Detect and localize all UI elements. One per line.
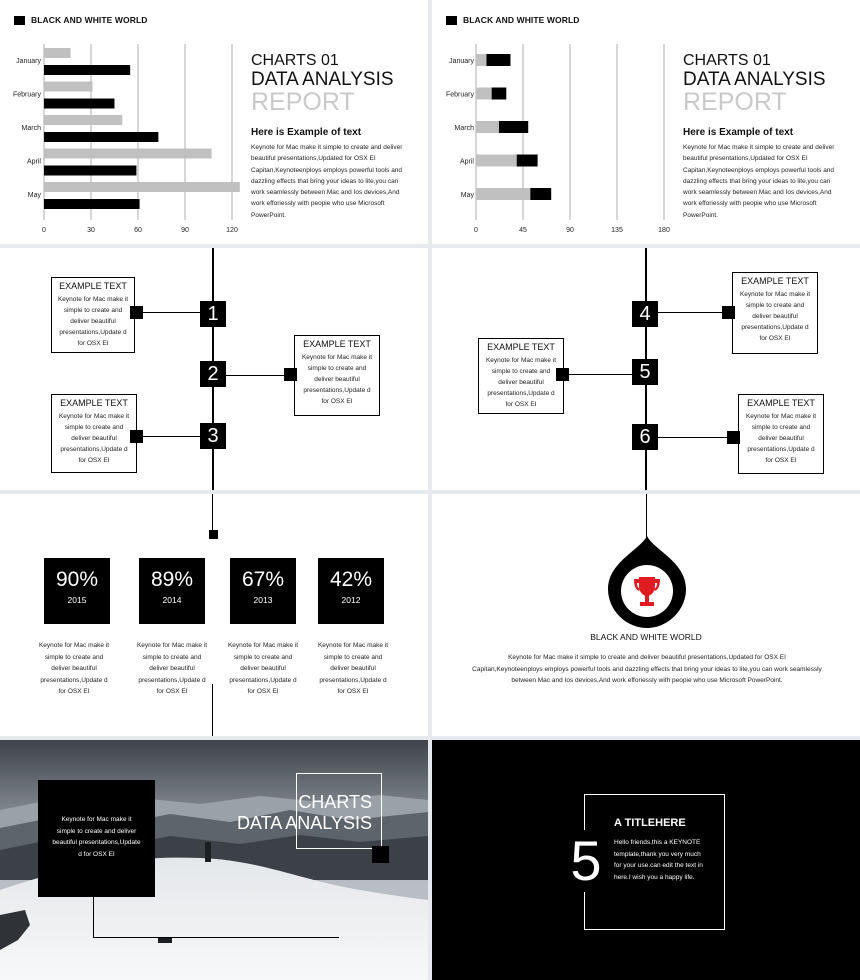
y-category-label: March bbox=[454, 125, 474, 132]
step-number-3: 3 bbox=[200, 423, 226, 449]
chart-title-line-3: REPORT bbox=[683, 88, 787, 116]
bar-gray bbox=[44, 182, 240, 192]
x-tick-label: 30 bbox=[87, 227, 95, 234]
stat-box bbox=[230, 558, 296, 624]
x-tick-label: 120 bbox=[226, 227, 238, 234]
chart-title-line-3: REPORT bbox=[251, 88, 355, 116]
stat-description: Keynote for Mac make it simple to create and deliver beautiful presentations,Update d for OSX EI bbox=[317, 642, 389, 695]
stat-description: Keynote for Mac make it simple to create and deliver beautiful presentations,Update d for OSX EI bbox=[38, 642, 110, 695]
y-category-label: May bbox=[460, 192, 474, 199]
header-square-icon bbox=[14, 16, 25, 25]
stat-year: 2015 bbox=[67, 595, 87, 605]
connector-square bbox=[556, 368, 569, 381]
connector-square bbox=[727, 431, 740, 444]
bar-gray bbox=[44, 82, 93, 92]
header-label: BLACK AND WHITE WORLD bbox=[463, 15, 580, 25]
stats-axis-bottom bbox=[212, 684, 213, 736]
chart-title-line-2: DATA ANALYSIS bbox=[251, 69, 394, 90]
stat-box bbox=[44, 558, 110, 624]
bar-segment bbox=[476, 155, 517, 167]
bar-black bbox=[44, 132, 158, 142]
drop-text: Keynote for Mac make it simple to create and deliver beautiful presentations,Updated for OSX EI Capitan,Keynoteenploys employs powerful tools and dazzling effects that bring your ideas to lite,you can work seamlessly between Mac and Ios devices,And work efforiessly with peopie who use Microsoft PowerPoint. bbox=[472, 654, 822, 684]
trophy-icon bbox=[631, 574, 663, 610]
step-number-1: 1 bbox=[200, 301, 226, 327]
stat-value: 67% bbox=[241, 568, 285, 591]
photo-title-line-1: CHARTS bbox=[298, 792, 372, 812]
final-title: A TITLEHERE bbox=[614, 817, 686, 829]
stats-axis-top bbox=[212, 494, 213, 530]
example-box bbox=[51, 277, 135, 353]
stat-description: Keynote for Mac make it simple to create and deliver beautiful presentations,Update d for OSX EI bbox=[136, 642, 208, 695]
example-heading: Here is Example of text bbox=[683, 127, 794, 138]
slide-final bbox=[432, 740, 860, 980]
example-box bbox=[738, 394, 824, 474]
step-number-5: 5 bbox=[632, 359, 658, 385]
slide-photo bbox=[0, 740, 428, 980]
bar-chart bbox=[432, 40, 677, 240]
final-number: 5 bbox=[566, 830, 606, 892]
x-tick-label: 90 bbox=[566, 227, 574, 234]
example-box-title: EXAMPLE TEXT bbox=[60, 398, 128, 408]
chart-side-text bbox=[683, 52, 853, 221]
example-box-text: Keynote for Mac make it simple to create and deliver beautiful presentations,Update d for OSX EI bbox=[301, 354, 373, 405]
photo-title bbox=[200, 792, 372, 834]
photo-text-box: Keynote for Mac make it simple to create and deliver beautiful presentations,Update d for OSX EI bbox=[38, 780, 155, 897]
connector-square bbox=[130, 430, 143, 443]
example-heading: Here is Example of text bbox=[251, 127, 362, 138]
slide-chart-1 bbox=[0, 0, 428, 244]
stat-box bbox=[139, 558, 205, 624]
bar-segment bbox=[476, 188, 530, 200]
bar-chart bbox=[0, 40, 245, 240]
bar-segment bbox=[530, 188, 551, 200]
bar-gray bbox=[44, 149, 212, 159]
slide-timeline-1 bbox=[0, 248, 428, 490]
example-box-title: EXAMPLE TEXT bbox=[747, 398, 815, 408]
example-box-title: EXAMPLE TEXT bbox=[487, 342, 555, 352]
photo-title-line-2: DATA ANALYSIS bbox=[236, 813, 372, 833]
slide-stats bbox=[0, 494, 428, 736]
chart-title-line-1: CHARTS 01 bbox=[251, 52, 339, 69]
stat-year: 2012 bbox=[341, 595, 361, 605]
bar-gray bbox=[44, 48, 71, 58]
slide-chart-2 bbox=[432, 0, 860, 244]
stat-value: 42% bbox=[329, 568, 373, 591]
x-tick-label: 0 bbox=[474, 227, 478, 234]
bar-segment bbox=[492, 88, 507, 100]
bar-black bbox=[44, 166, 136, 176]
y-category-label: April bbox=[26, 158, 41, 166]
example-box-title: EXAMPLE TEXT bbox=[59, 281, 127, 291]
bar-segment bbox=[517, 155, 538, 167]
y-category-label: April bbox=[459, 158, 474, 166]
y-category-label: January bbox=[16, 58, 41, 65]
slide-header bbox=[446, 15, 580, 25]
slide-header bbox=[14, 15, 148, 25]
example-box-text: Keynote for Mac make it simple to create and deliver beautiful presentations,Update d for OSX EI bbox=[57, 296, 129, 347]
connector-square bbox=[284, 368, 297, 381]
example-body: Keynote for Mac make it simple to create and deliver beautiful presentations,Updated for OSX EI Capitan,Keynoteenploys employs powerful tools and dazzling effects that bring your ideas to lite,you can work seamlessly between Mac and Ios devices,And work efforiessly with peopie who use Microsoft PowerPoint. bbox=[683, 144, 835, 219]
example-box bbox=[294, 335, 380, 416]
example-box-text: Keynote for Mac make it simple to create and deliver beautiful presentations,Update d for OSX EI bbox=[485, 357, 557, 408]
bar-black bbox=[44, 99, 115, 109]
bar-black bbox=[44, 65, 130, 75]
bar-segment bbox=[486, 54, 510, 66]
x-tick-label: 0 bbox=[42, 227, 46, 234]
header-label: BLACK AND WHITE WORLD bbox=[31, 15, 148, 25]
example-box-text: Keynote for Mac make it simple to create and deliver beautiful presentations,Update d for OSX EI bbox=[58, 413, 130, 464]
example-box bbox=[51, 394, 137, 473]
stat-value: 89% bbox=[150, 568, 194, 591]
step-number-4: 4 bbox=[632, 301, 658, 327]
y-category-label: March bbox=[21, 125, 41, 132]
drop-line bbox=[646, 494, 647, 538]
bar-segment bbox=[499, 121, 528, 133]
step-number-2: 2 bbox=[200, 361, 226, 387]
final-text: Hello friends,this a KEYNOTE template,thank you very much for your use.can edit the text in here.I wish you a happy life. bbox=[614, 839, 703, 881]
bar-black bbox=[44, 199, 140, 209]
chart-side-text bbox=[251, 52, 421, 221]
stat-year: 2014 bbox=[162, 595, 182, 605]
drop-title: BLACK AND WHITE WORLD bbox=[590, 632, 702, 642]
y-category-label: February bbox=[445, 91, 474, 99]
example-box bbox=[732, 272, 818, 354]
bar-segment bbox=[476, 54, 486, 66]
example-body: Keynote for Mac make it simple to create and deliver beautiful presentations,Updated for OSX EI Capitan,Keynoteenploys employs powerful tools and dazzling effects that bring your ideas to lite,you can work seamlessly between Mac and Ios devices,And work efforiessly with peopie who use Microsoft PowerPoint. bbox=[251, 144, 403, 219]
x-tick-label: 180 bbox=[658, 227, 670, 234]
header-square-icon bbox=[446, 16, 457, 25]
connector-square bbox=[130, 306, 143, 319]
slide-drop bbox=[432, 494, 860, 736]
connector-line bbox=[646, 312, 728, 313]
stats-axis-square bbox=[209, 530, 218, 539]
connector-square bbox=[722, 306, 735, 319]
y-category-label: May bbox=[27, 192, 41, 199]
x-tick-label: 90 bbox=[181, 227, 189, 234]
stat-description: Keynote for Mac make it simple to create and deliver beautiful presentations,Update d for OSX EI bbox=[227, 642, 299, 695]
photo-corner-square bbox=[372, 846, 389, 863]
bar-segment bbox=[476, 88, 492, 100]
y-category-label: January bbox=[449, 58, 474, 65]
chart-title-line-1: CHARTS 01 bbox=[683, 52, 771, 69]
connector-line bbox=[646, 437, 730, 438]
bar-segment bbox=[476, 121, 499, 133]
stat-year: 2013 bbox=[253, 595, 273, 605]
x-tick-label: 135 bbox=[611, 227, 623, 234]
stat-value: 90% bbox=[55, 568, 99, 591]
slide-timeline-2 bbox=[432, 248, 860, 490]
bar-gray bbox=[44, 115, 122, 125]
stat-box bbox=[318, 558, 384, 624]
example-box bbox=[478, 338, 564, 414]
x-tick-label: 60 bbox=[134, 227, 142, 234]
example-box-text: Keynote for Mac make it simple to create and deliver beautiful presentations,Update d for OSX EI bbox=[745, 413, 817, 464]
example-box-text: Keynote for Mac make it simple to create and deliver beautiful presentations,Update d for OSX EI bbox=[739, 291, 811, 342]
example-box-title: EXAMPLE TEXT bbox=[741, 276, 809, 286]
step-number-6: 6 bbox=[632, 424, 658, 450]
x-tick-label: 45 bbox=[519, 227, 527, 234]
chart-title-line-2: DATA ANALYSIS bbox=[683, 69, 826, 90]
y-category-label: February bbox=[12, 91, 41, 99]
example-box-title: EXAMPLE TEXT bbox=[303, 339, 371, 349]
